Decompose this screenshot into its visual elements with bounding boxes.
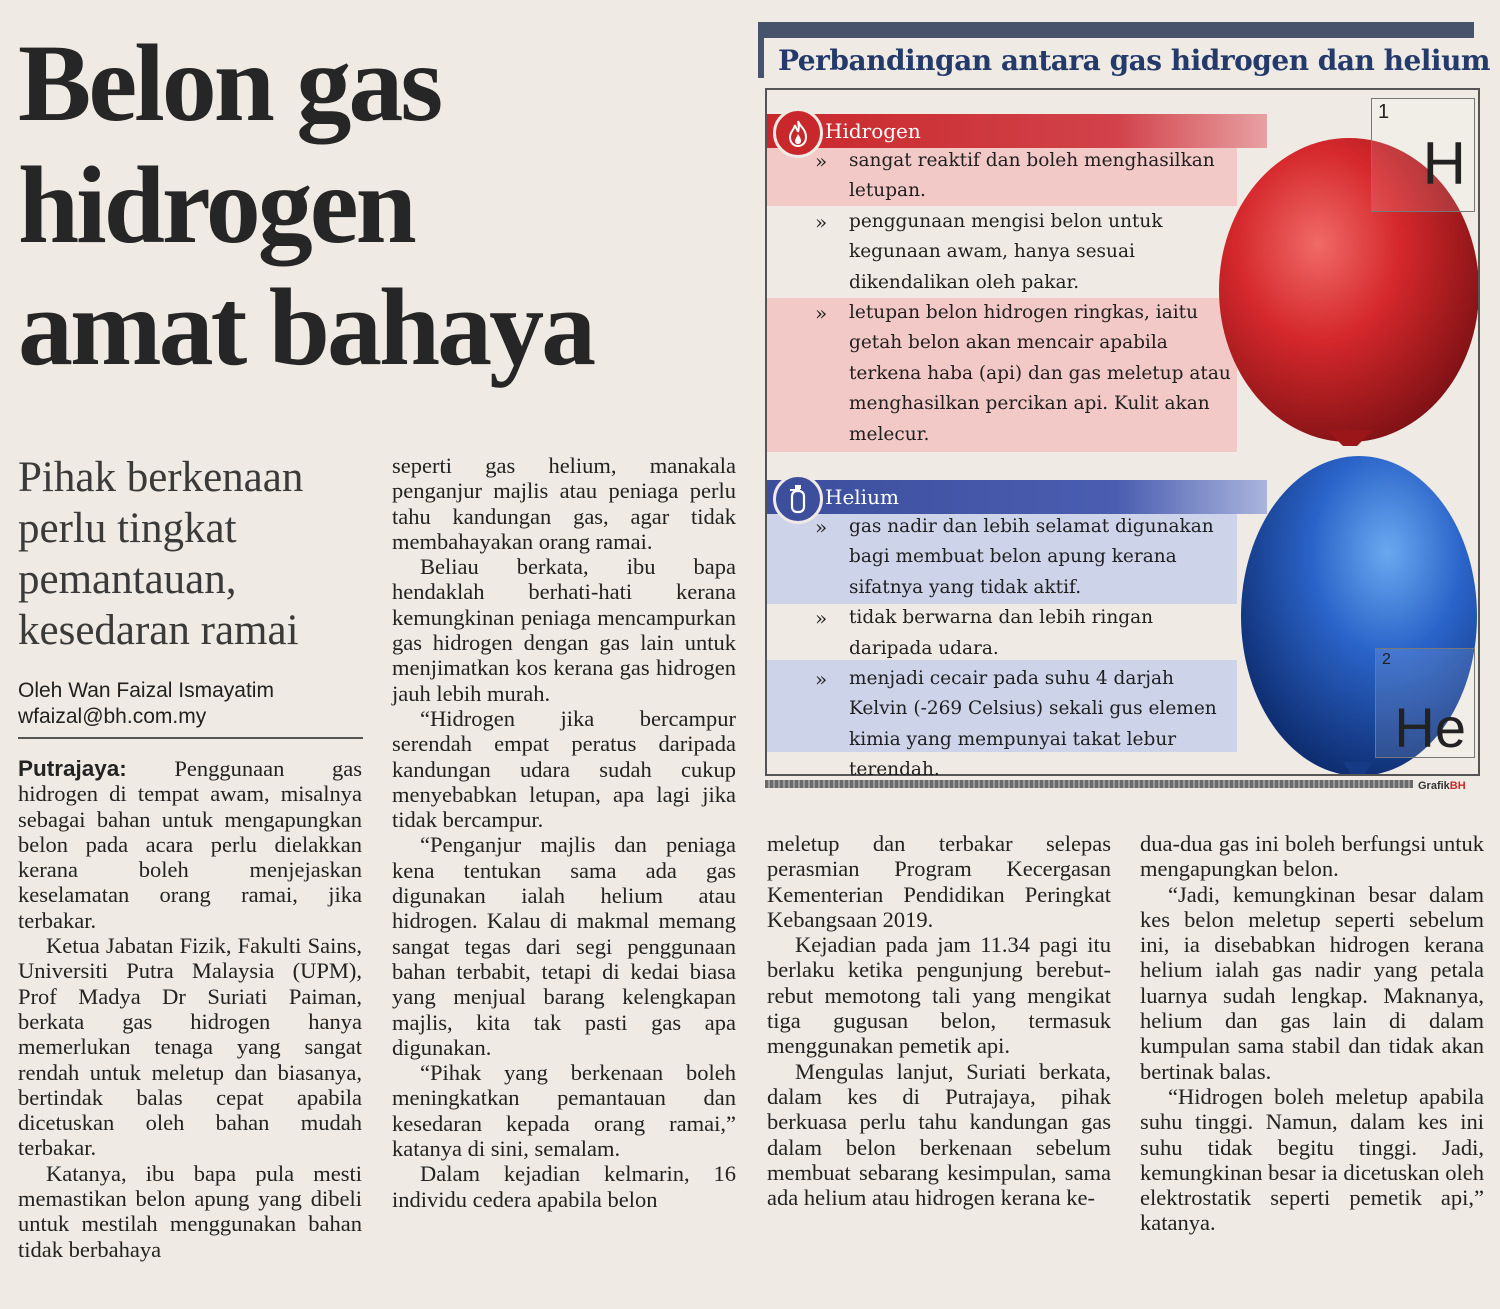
paragraph: “Pihak yang berkenaan boleh meningkatkan pemantauan dan kesedaran kepada orang ramai,” katanya di sini, semalam. — [392, 1060, 736, 1162]
hydrogen-element-tile — [1371, 98, 1475, 212]
hydrogen-label: Hidrogen — [825, 119, 921, 143]
byline — [18, 678, 368, 730]
paragraph: seperti gas helium, manakala penganjur majlis atau peniaga perlu tahu kandungan gas, agar tidak membahayakan orang ramai. — [392, 453, 736, 554]
headline-line: Belon gas — [18, 22, 441, 144]
list-item: » letupan belon hidrogen ringkas, iaitu getah belon akan mencair apabila terkena haba (api) dan gas meletup atau menghasilkan percikan api. Kulit akan melecur. — [767, 298, 1237, 450]
list-item: » tidak berwarna dan lebih ringan daripada udara. — [767, 603, 1237, 664]
element-symbol: He — [1394, 696, 1466, 759]
atomic-number: 2 — [1382, 651, 1391, 668]
paragraph: dua-dua gas ini boleh berfungsi untuk mengapungkan belon. — [1140, 831, 1484, 882]
infographic-bottom-rule — [765, 780, 1413, 788]
paragraph: meletup dan terbakar selepas perasmian Program Kecergasan Kementerian Pendidikan Peringkat Kebangsaan 2019. — [767, 831, 1111, 932]
helium-points — [767, 512, 1237, 786]
hydrogen-section-header — [767, 114, 1267, 148]
headline-line: hidrogen — [18, 144, 414, 266]
paragraph-text: Penggunaan gas hidrogen di tempat awam, misalnya sebagai bahan untuk mengapungkan belon pada acara perlu dielakkan kerana boleh menjejaskan keselamatan orang ramai, jika terbakar. — [18, 756, 362, 933]
deck — [18, 452, 368, 656]
headline-line: amat bahaya — [18, 266, 594, 388]
list-item: » menjadi cecair pada suhu 4 darjah Kelvin (-269 Celsius) sekali gus elemen kimia yang mempunyai takat lebur terendah. — [767, 664, 1237, 786]
body-column-3 — [767, 831, 1111, 1210]
body-column-4 — [1140, 831, 1484, 1236]
paragraph: “Penganjur majlis dan peniaga kena tentukan sama ada gas digunakan ialah helium atau hidrogen. Kalau di makmal memang sangat tegas dari segi penggunaan bahan terbabit, tetapi di kedai biasa yang menjual barang kelengkapan majlis, kita tak pasti gas apa digunakan. — [392, 832, 736, 1060]
hydrogen-points — [767, 146, 1237, 450]
headline — [18, 22, 738, 388]
paragraph: Dalam kejadian kelmarin, 16 individu cedera apabila belon — [392, 1161, 736, 1212]
list-item: » penggunaan mengisi belon untuk kegunaan awam, hanya sesuai dikendalikan oleh pakar. — [767, 207, 1237, 298]
body-column-1 — [18, 756, 362, 1262]
paragraph: Kejadian pada jam 11.34 pagi itu berlaku ketika pengunjung berebut-rebut memotong tali yang mengikat tiga gugusan belon, termasuk menggunakan pemetik api. — [767, 932, 1111, 1059]
paragraph: “Hidrogen boleh meletup apabila suhu tinggi. Namun, dalam kes ini suhu tidak begitu tinggi. Jadi, kemungkinan besar ia dicetuskan oleh elektrostatik seperti pemetik api,” katanya. — [1140, 1083, 1484, 1236]
credit-brand: BH — [1449, 780, 1466, 792]
helium-element-tile — [1375, 648, 1475, 758]
infographic-panel — [765, 88, 1480, 781]
paragraph: “Hidrogen jika bercampur serendah empat peratus daripada kandungan udara sudah cukup menyebabkan letupan, apa lagi jika tidak bercampur. — [392, 705, 736, 833]
deck-line: perlu tingkat — [18, 505, 237, 552]
author-email[interactable]: wfaizal@bh.com.my — [18, 705, 207, 728]
paragraph: “Jadi, kemungkinan besar dalam kes belon meletup seperti sebelum ini, ia disebabkan hidrogen kerana helium ialah gas nadir yang petala luarnya sudah lengkap. Maknanya, helium dan gas lain di dalam kumpulan sama stabil dan tidak akan bertinak balas. — [1140, 881, 1484, 1084]
list-item: » sangat reaktif dan boleh menghasilkan letupan. — [767, 146, 1237, 207]
deck-line: Pihak berkenaan — [18, 454, 304, 501]
paragraph: Katanya, ibu bapa pula mesti memastikan belon apung yang dibeli untuk mestilah menggunakan bahan tidak berbahaya — [18, 1160, 362, 1262]
list-item: » gas nadir dan lebih selamat digunakan bagi membuat belon apung kerana sifatnya yang tidak aktif. — [767, 512, 1237, 603]
paragraph — [18, 756, 362, 933]
infographic-left-bar — [758, 22, 764, 78]
author-name: Oleh Wan Faizal Ismayatim — [18, 679, 274, 702]
paragraph: Mengulas lanjut, Suriati berkata, dalam kes di Putrajaya, pihak berkuasa perlu tahu kandungan gas dalam belon berkenaan sebelum membuat sebarang kesimpulan, sama ada helium atau hidrogen kerana ke- — [767, 1058, 1111, 1211]
infographic-title: Perbandingan antara gas hidrogen dan helium — [778, 44, 1491, 77]
byline-divider — [18, 737, 363, 739]
body-column-2 — [392, 453, 736, 1212]
credit-prefix: Grafik — [1418, 780, 1450, 792]
dateline: Putrajaya: — [18, 756, 127, 781]
helium-section-header — [767, 480, 1267, 514]
element-symbol: H — [1422, 130, 1466, 197]
atomic-number: 1 — [1378, 101, 1390, 123]
deck-line: kesedaran ramai — [18, 607, 299, 654]
deck-line: pemantauan, — [18, 556, 237, 603]
helium-label: Helium — [825, 485, 899, 509]
paragraph: Beliau berkata, ibu bapa hendaklah berhati-hati kerana kemungkinan peniaga mencampurkan gas hidrogen dengan gas lain untuk menjimatkan kos kerana gas hidrogen jauh lebih murah. — [392, 554, 736, 706]
graphic-credit — [1418, 780, 1466, 792]
infographic-top-bar — [758, 22, 1474, 38]
paragraph: Ketua Jabatan Fizik, Fakulti Sains, Universiti Putra Malaysia (UPM), Prof Madya Dr Suriati Paiman, berkata gas hidrogen hanya memerlukan tenaga yang sangat rendah untuk meletup dan biasanya, bertindak balas cepat apabila dicetuskan oleh bahan mudah terbakar. — [18, 933, 362, 1161]
